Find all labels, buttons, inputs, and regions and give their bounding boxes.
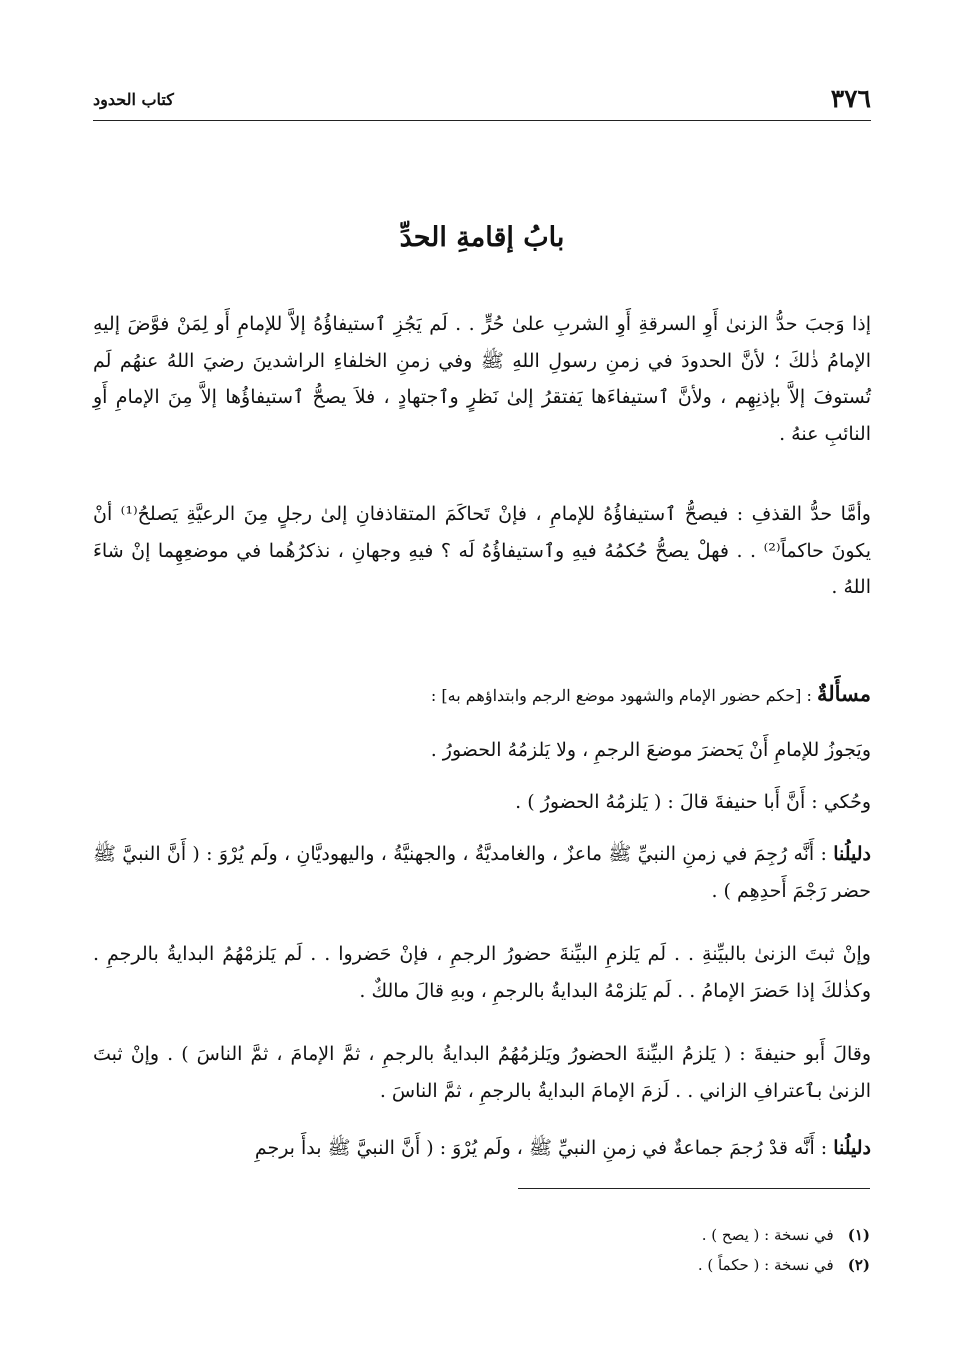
footnote-2 [370, 1250, 870, 1280]
paragraph-5-text: : أَنَّه رُجِمَ في زمنِ النبيِّ ﷺ ماعزٌ ، والغامديَّةُ ، والجهنيَّةُ ، واليهوديَّانِ ، ولَم يُرْوَ : ( أَنَّ النبيَّ ﷺ حضر رَجْمَ أَحدِهِم ) . [93, 843, 871, 902]
footnote-number: (٢) [847, 1256, 870, 1274]
page-header [93, 84, 871, 121]
paragraph-4: وحُكي : أَنَّ أَبا حنيفةَ قالَ : ( يَلزمُهُ الحضورُ ) . [515, 791, 871, 813]
masala-label: مسأَلةٌ [816, 681, 871, 706]
paragraph-5 [93, 836, 871, 909]
paragraph-8 [93, 1130, 871, 1167]
evidence-label: دليلُنا [833, 1137, 871, 1159]
footnotes [370, 1220, 870, 1280]
page-number: ٣٧٦ [830, 84, 871, 113]
footnote-number: (١) [847, 1226, 870, 1244]
masala-heading-line [93, 676, 871, 714]
footnote-divider [518, 1188, 870, 1189]
running-title: كتاب الحدود [93, 90, 174, 109]
paragraph-6: وإنْ ثبتَ الزنىٰ بالبيِّنةِ . . لَم يَلزمِ البيِّنةَ حضورُ الرجمِ ، فإنْ حَضروا . . لَم يَلزمْهُمُ البدايةُ بالرجمِ . وكذٰلكَ إذا حَضرَ الإمامُ . . لَم يَلزمْهُ البدايةُ بالرجمِ ، وبهِ قالَ مالكٌ . [93, 943, 871, 1002]
masala-heading: : [حكم حضور الإمام والشهود موضع الرجم وابتداؤهم به] : [430, 686, 817, 705]
footnote-text: في نسخة : ( يصح ) . [701, 1226, 834, 1244]
paragraph-2: وأمَّا حدُّ القذفِ : فيصحُّ ٱستيفاؤُهُ للإمامِ ، فإنْ تَحاكَمَ المتقاذفانِ إلىٰ رجلٍ مِنَ الرعيَّةِ يَصلحُ⁽¹⁾ أنْ يكونَ حاكماً⁽²⁾ . . فهلْ يصحُّ حُكمُهُ فيهِ وٱستيفاؤُهُ لَه ؟ فيهِ وجهانِ ، نذكرُهُما في موضعِهِما إنْ شاءَ اللهُ . [93, 503, 871, 598]
footnote-text: في نسخة : ( حكماً ) . [697, 1256, 834, 1274]
paragraph-3: ويَجوزُ للإمامِ أَنْ يَحضرَ موضعَ الرجمِ ، ولا يَلزمُهُ الحضورُ . [430, 739, 871, 761]
paragraph-7: وقالَ أَبو حنيفةَ : ( يَلزمُ البيِّنةَ الحضورُ ويَلزمُهُمُ البدايةُ بالرجمِ ، ثمَّ الإمامَ ، ثمَّ الناسَ ) . وإنْ ثبتَ الزنىٰ بٱعترافِ الزاني . . لَزمَ الإمامَ البدايةُ بالرجمِ ، ثمَّ الناسَ . [93, 1043, 871, 1102]
evidence-label: دليلُنا [833, 843, 871, 865]
footnote-1 [370, 1220, 870, 1250]
paragraph-1: إذا وَجبَ حدُّ الزنىٰ أَوِ السرقةِ أَوِ الشربِ علىٰ حُرٍّ . . لَم يَجُزِ ٱستيفاؤُهُ إلاَّ للإمامِ أَو لِمَنْ فوَّضَ إليهِ الإمامُ ذٰلكَ ؛ لأنَّ الحدودَ في زمنِ رسولِ اللهِ ﷺ وفي زمنِ الخلفاءِ الراشدينَ رضيَ اللهُ عنهُم لَم تُستوفَ إلاَّ بإذنِهِم ، ولأنَّ ٱستيفاءَها يَفتقرُ إلىٰ نَظرٍ وٱجتهادٍ ، فلاَ يصحُّ ٱستيفاؤُها إلاَّ مِنَ الإمامِ أَوِ النائبِ عنهُ . [93, 313, 871, 445]
chapter-title: بابُ إقامةِ الحدِّ [399, 222, 565, 253]
paragraph-8-text: : أَنَّه قدْ رُجمَ جماعةٌ في زمنِ النبيِّ ﷺ ، ولَم يُرْوَ : ( أَنَّ النبيَّ ﷺ بدأَ برجمِ [254, 1137, 834, 1159]
